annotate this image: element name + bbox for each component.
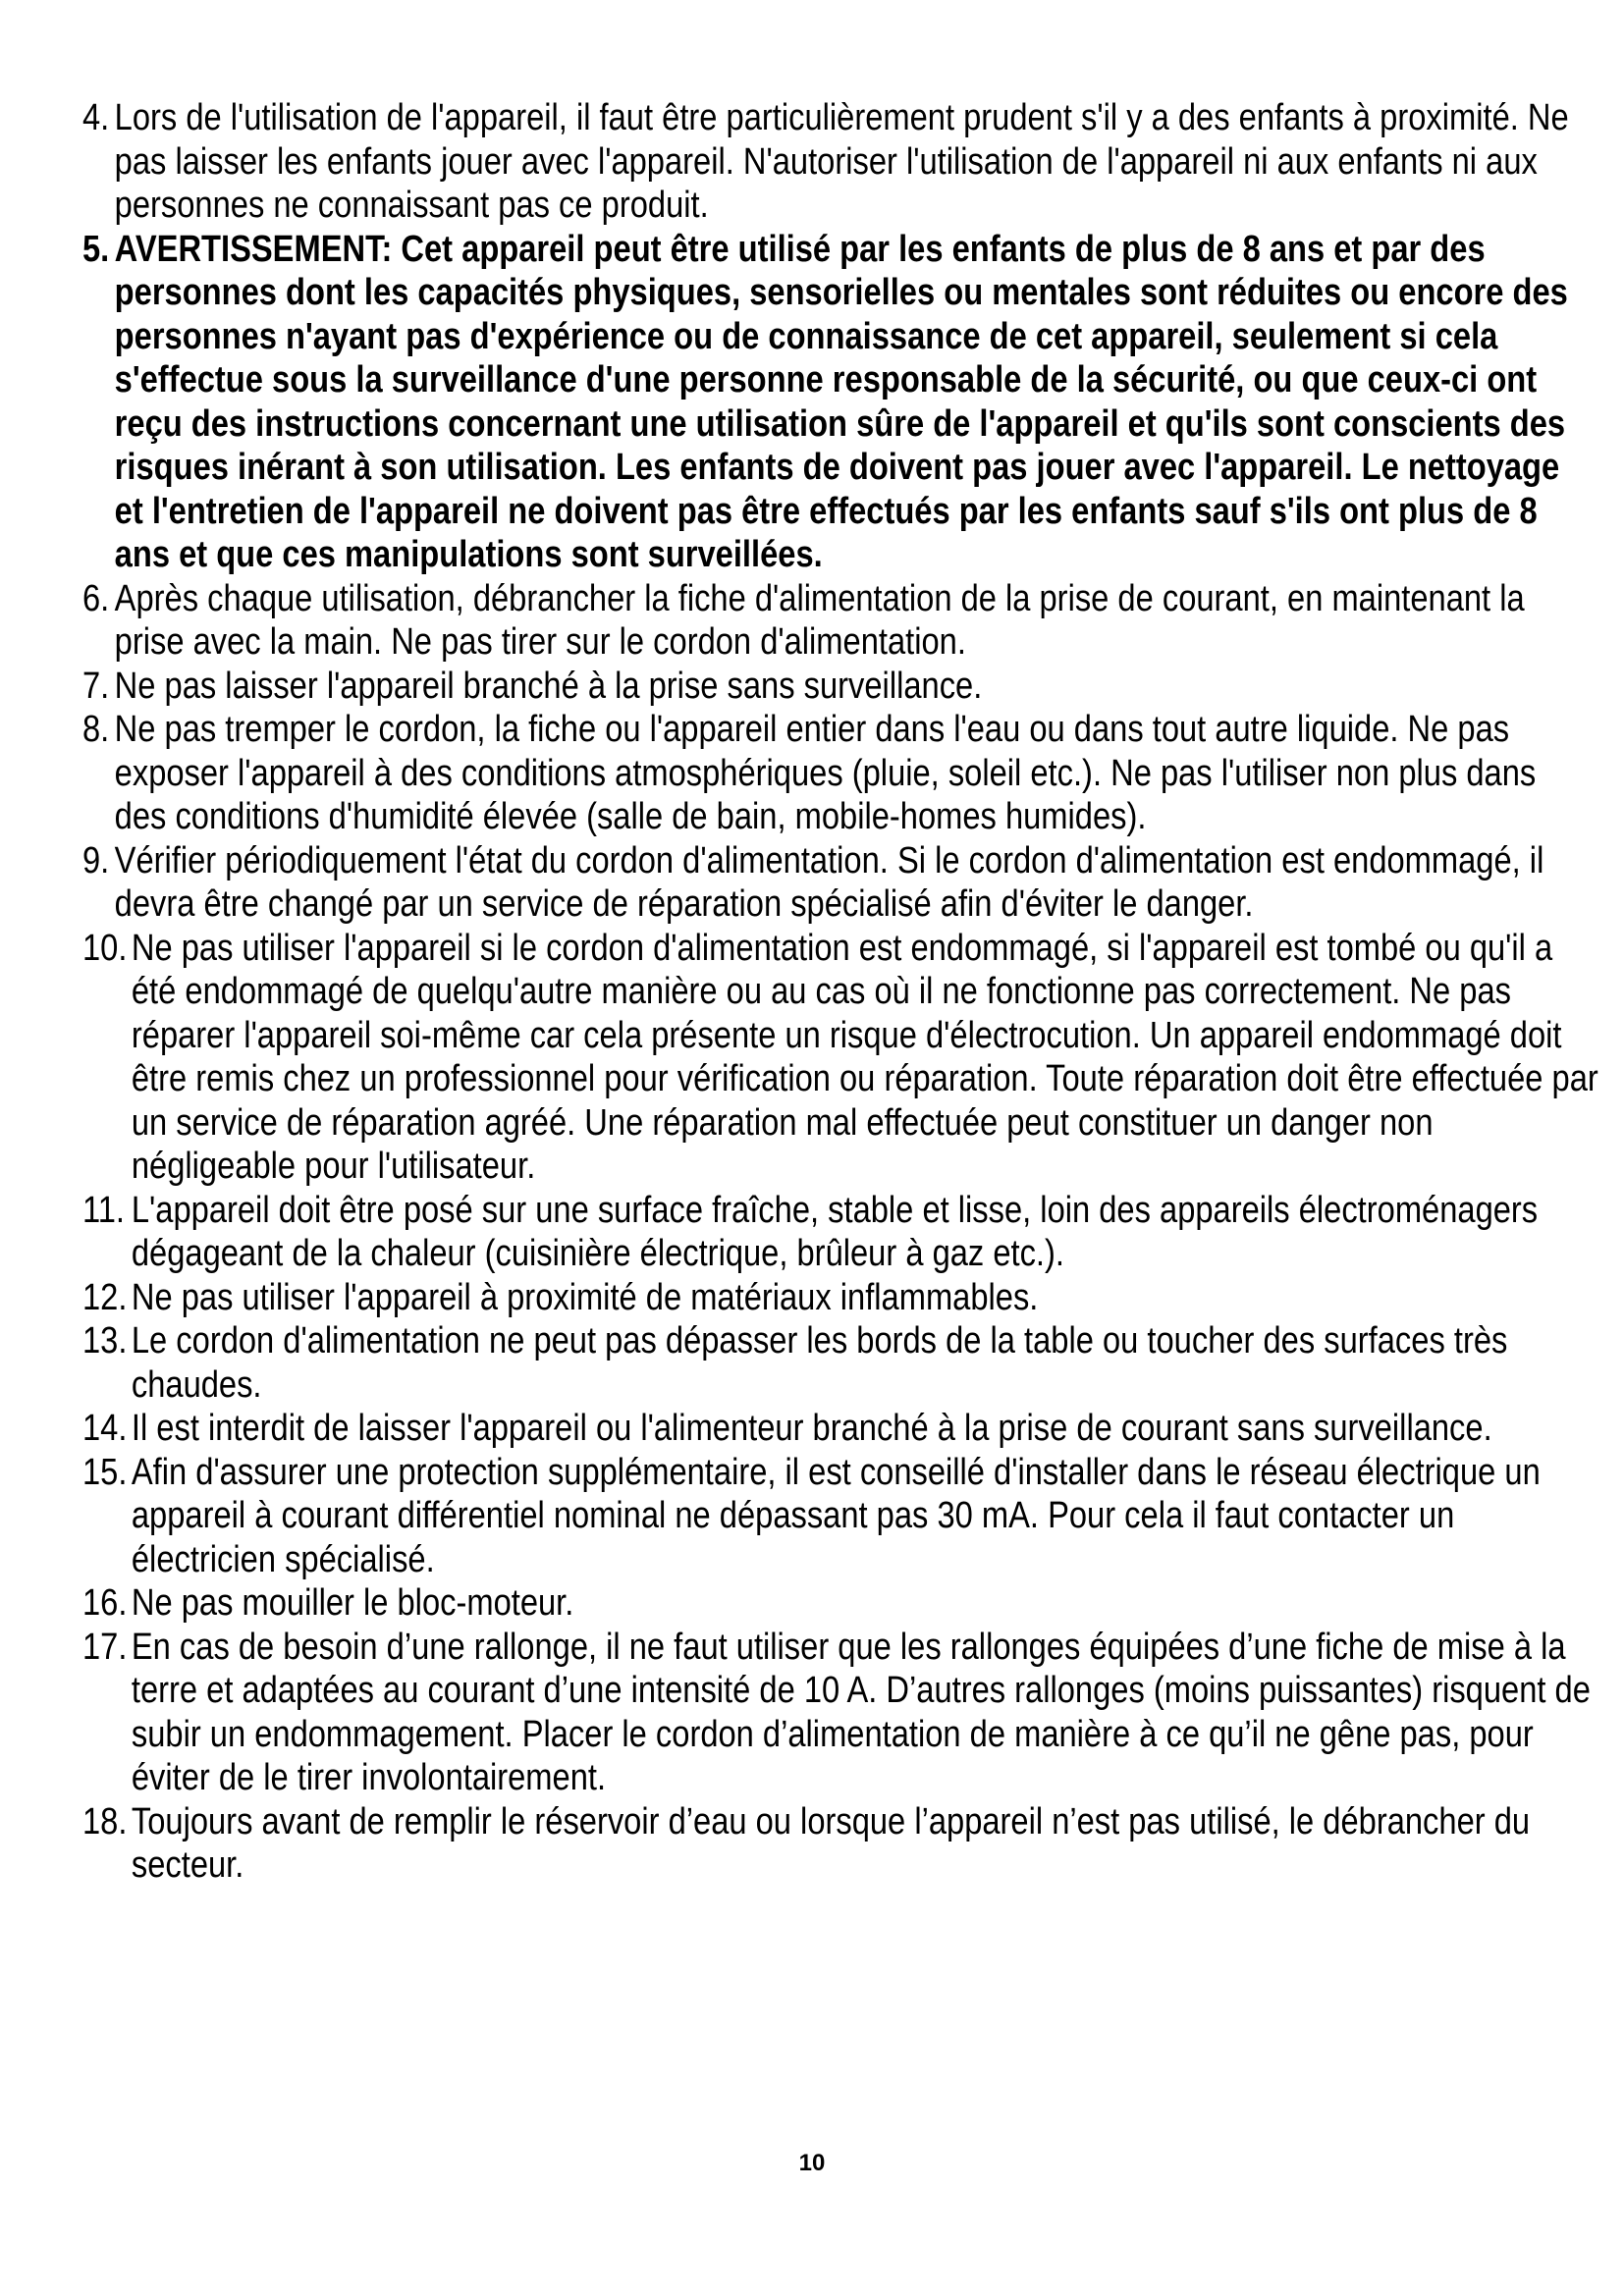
item-number: 14. [82,1408,128,1449]
item-text: Le cordon d'alimentation ne peut pas dépasser les bords de la table ou toucher des surfaces très chaudes. [131,1320,1508,1406]
item-number: 11. [82,1189,126,1231]
item-number: 10. [82,927,128,969]
item-text: Ne pas utiliser l'appareil si le cordon d'alimentation est endommagé, si l'appareil est tombé ou qu'il a été endommagé de quelqu'autre manière ou au cas où il ne fonctionne pas correctement. Ne pas réparer l'appareil soi-même car cela présente un risque d'électrocution. Un appareil endommagé doit être remis chez un professionnel pour vérification ou réparation. Toute réparation doit être effectuée par un service de réparation agréé. Une réparation mal effectuée peut constituer un danger non négligeable pour l'utilisateur. [131,927,1598,1187]
list-item [82,708,1588,839]
list-item [82,1626,1605,1800]
page-number: 10 [798,2150,826,2176]
item-text: Afin d'assurer une protection supplémentaire, il est conseillé d'installer dans le réseau électrique un appareil à courant différentiel nominal ne dépassant pas 30 mA. Pour cela il faut contacter un électricien spécialisé. [131,1451,1541,1580]
item-text: Après chaque utilisation, débrancher la fiche d'alimentation de la prise de courant, en maintenant la prise avec la main. Ne pas tirer sur le cordon d'alimentation. [114,577,1525,663]
item-number: 4. [82,97,110,138]
item-text: AVERTISSEMENT: Cet appareil peut être utilisé par les enfants de plus de 8 ans et par des personnes dont les capacités physiques, sensorielles ou mentales sont réduites ou encore des personnes n'ayant pas d'expérience ou de connaissance de cet appareil, seulement si cela s'effectue sous la surveillance d'une personne responsable de la sécurité, ou que ceux-ci ont reçu des instructions concernant une utilisation sûre de l'appareil et qu'ils sont conscients des risques inérant à son utilisation. Les enfants de doivent pas jouer avec l'appareil. Le nettoyage et l'entretien de l'appareil ne doivent pas être effectués par les enfants sauf s'ils ont plus de 8 ans et que ces manipulations sont surveillées. [114,228,1568,575]
item-text: Toujours avant de remplir le réservoir d’eau ou lorsque l’appareil n’est pas utilisé, le débrancher du secteur. [131,1800,1531,1886]
list-item [82,1276,1605,1320]
list-item [82,839,1588,927]
list-item [82,577,1588,665]
list-item [82,1319,1605,1407]
item-number: 7. [82,665,110,707]
item-number: 5. [82,228,110,270]
item-number: 18. [82,1800,128,1842]
item-text: En cas de besoin d’une rallonge, il ne faut utiliser que les rallonges équipées d’une fiche de mise à la terre et adaptées au courant d’une intensité de 10 A. D’autres rallonges (moins puissantes) risquent de subir un endommagement. Placer le cordon d’alimentation de manière à ce qu’il ne gêne pas, pour éviter de le tirer involontairement. [131,1626,1591,1798]
item-text: Lors de l'utilisation de l'appareil, il faut être particulièrement prudent s'il y a des enfants à proximité. Ne pas laisser les enfants jouer avec l'appareil. N'autoriser l'utilisation de l'appareil ni aux enfants ni aux personnes ne connaissant pas ce produit. [114,97,1569,226]
list-item [82,1451,1605,1582]
item-number: 12. [82,1276,128,1318]
list-item [82,1581,1605,1626]
list-item [82,1407,1605,1451]
item-text: Ne pas laisser l'appareil branché à la prise sans surveillance. [114,665,983,707]
item-number: 6. [82,577,110,619]
item-number: 17. [82,1626,128,1668]
list-item [82,96,1588,228]
list-item [82,1189,1605,1276]
item-number: 13. [82,1320,128,1362]
item-text: Vérifier périodiquement l'état du cordon d'alimentation. Si le cordon d'alimentation est endommagé, il devra être changé par un service de réparation spécialisé afin d'éviter le danger. [114,839,1544,925]
item-text: Ne pas tremper le cordon, la fiche ou l'appareil entier dans l'eau ou dans tout autre liquide. Ne pas exposer l'appareil à des conditions atmosphériques (pluie, soleil etc.). Ne pas l'utiliser non plus dans des conditions d'humidité élevée (salle de bain, mobile-homes humides). [114,709,1537,837]
item-text: Ne pas utiliser l'appareil à proximité de matériaux inflammables. [131,1276,1039,1318]
item-number: 16. [82,1582,128,1624]
item-number: 9. [82,839,110,881]
safety-instructions-list [82,96,1598,1888]
item-text: Il est interdit de laisser l'appareil ou l'alimenteur branché à la prise de courant sans surveillance. [131,1408,1492,1449]
item-text: Ne pas mouiller le bloc-moteur. [131,1582,574,1624]
list-item [82,665,1588,709]
item-number: 15. [82,1451,128,1493]
item-number: 8. [82,709,110,750]
item-text: L'appareil doit être posé sur une surface fraîche, stable et lisse, loin des appareils électroménagers dégageant de la chaleur (cuisinière électrique, brûleur à gaz etc.). [131,1189,1539,1274]
warning-item [82,228,1588,577]
list-item [82,1800,1605,1888]
list-item [82,927,1605,1189]
